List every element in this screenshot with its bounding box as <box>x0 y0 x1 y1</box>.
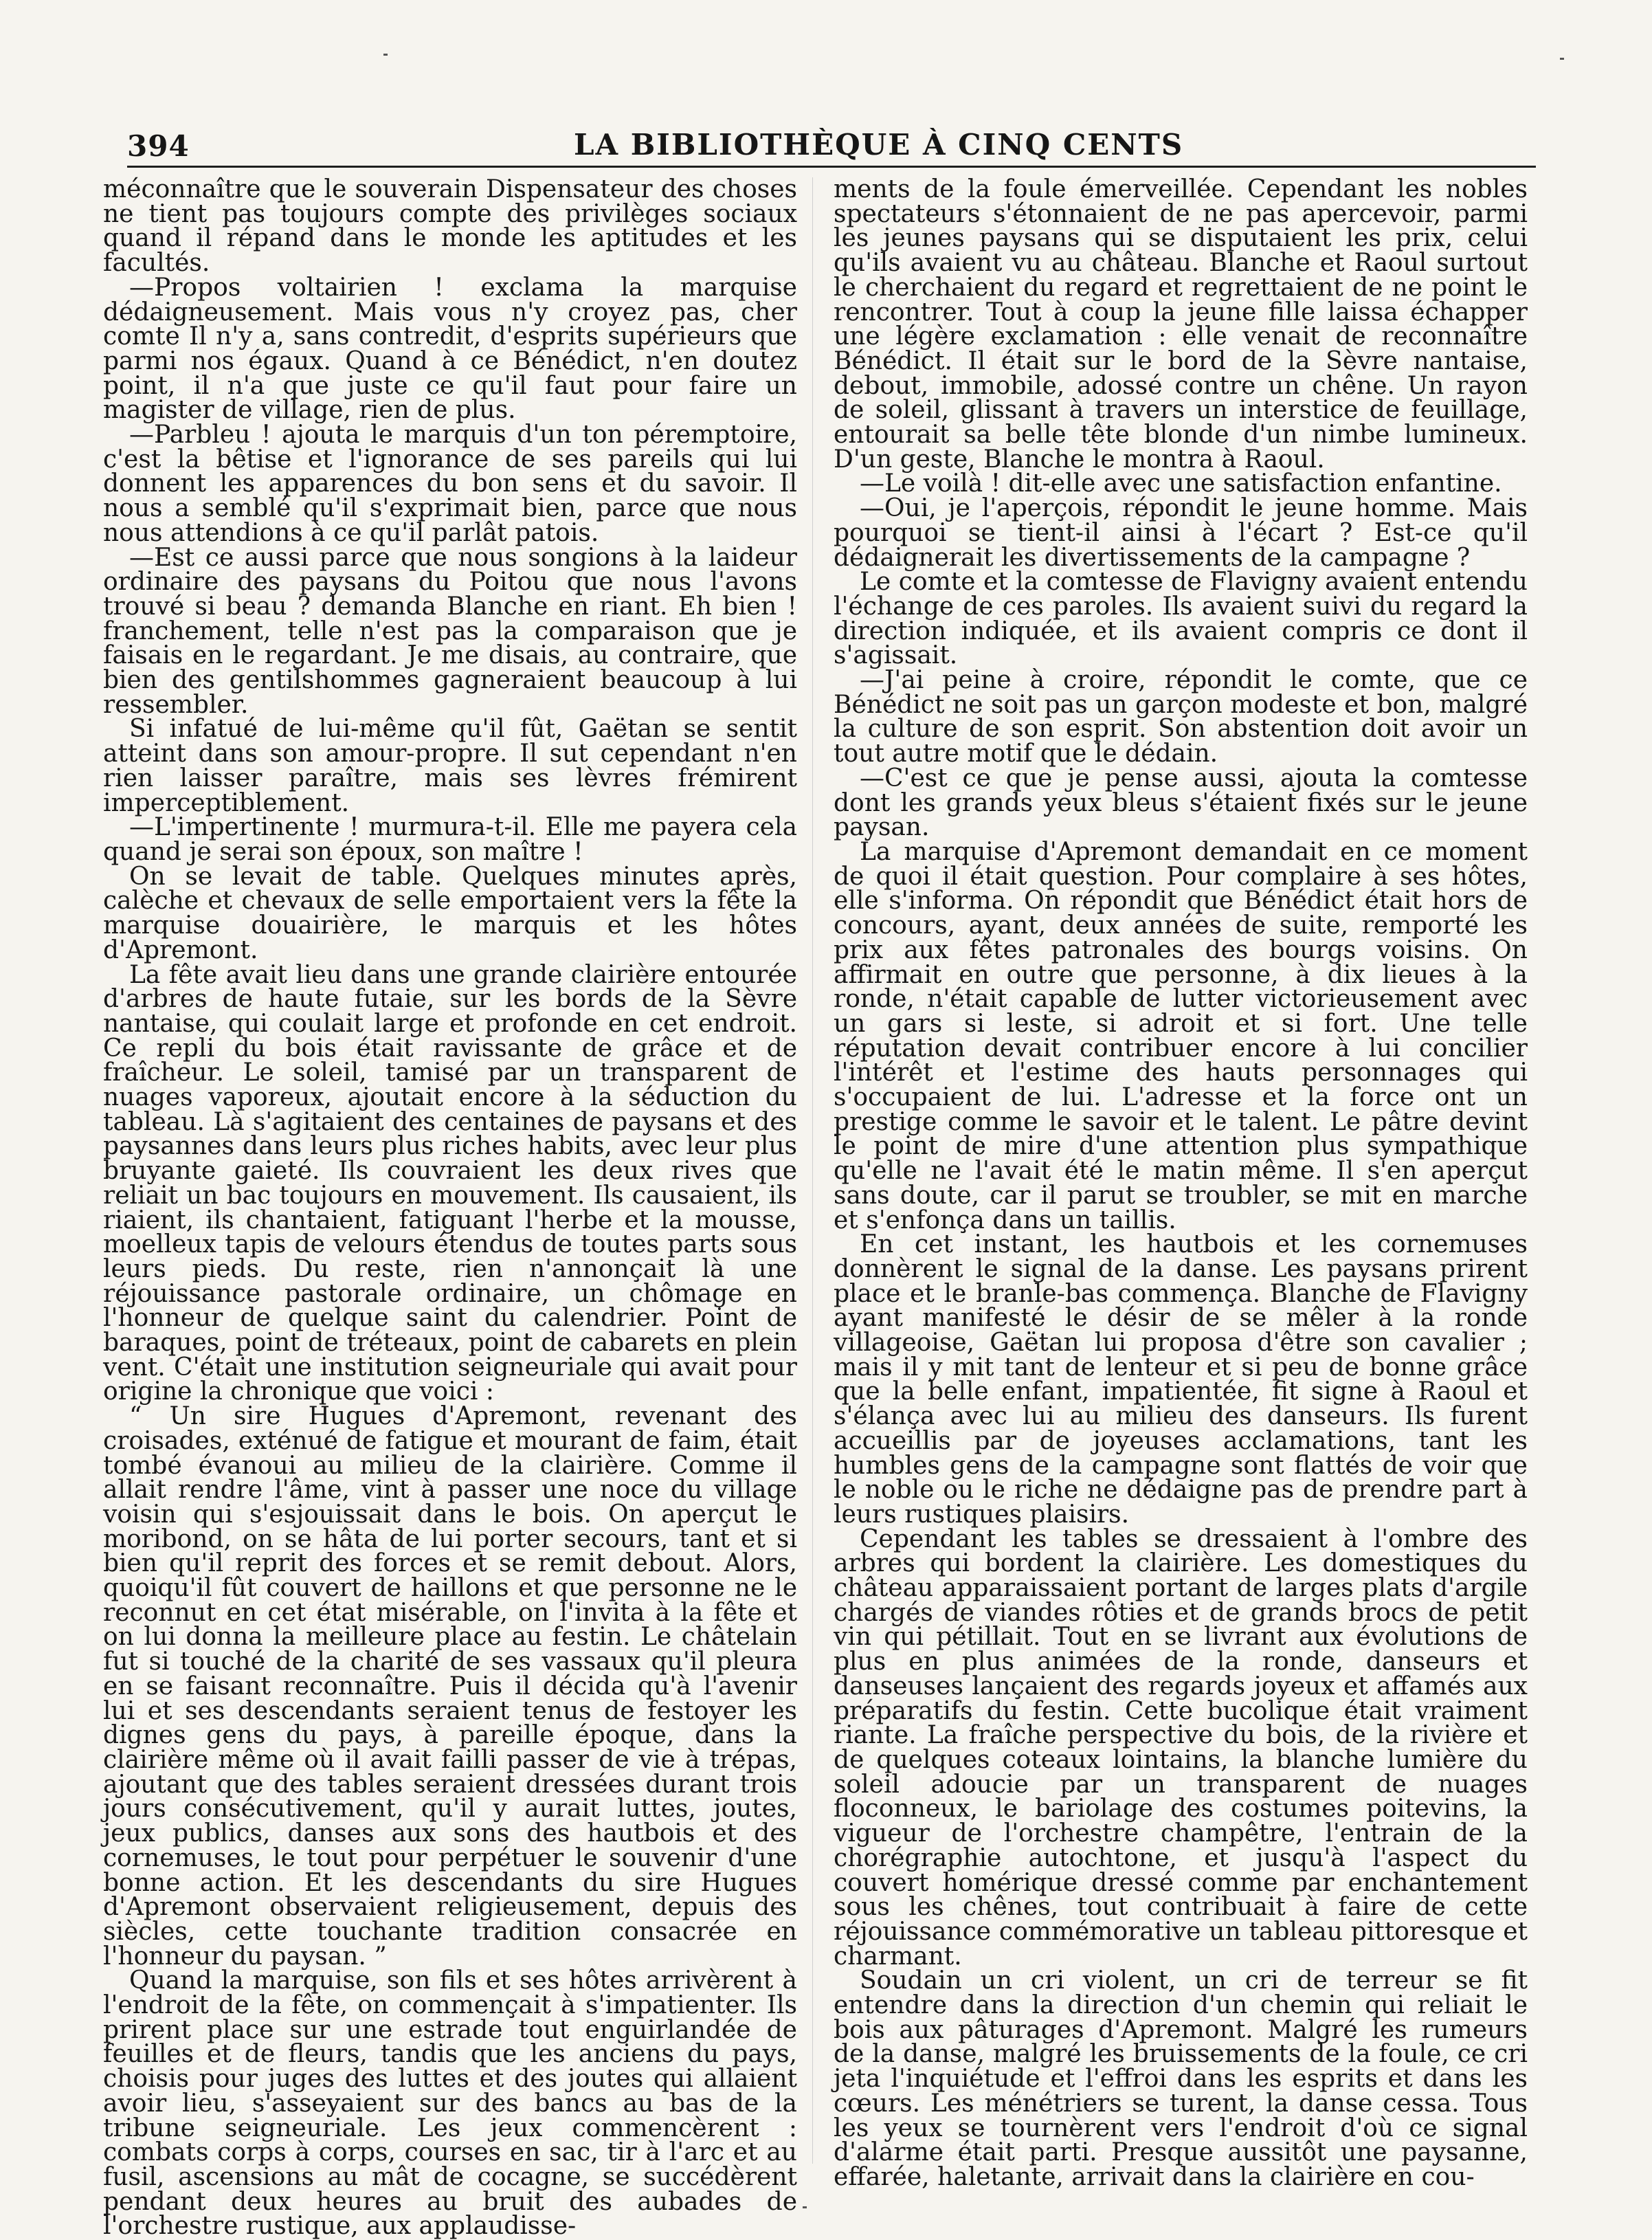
paragraph: ments de la foule émerveillée. Cependant les nobles spectateurs s'étonnaient de ne pas apercevoir, parmi les jeunes paysans qui se disputaient les prix, celui qu'ils avaient vu au château. Blanche et Raoul surtout le cherchaient du regard et regrettaient de ne point le rencontrer. Tout à coup la jeune fille laissa échapper une légère exclamation : elle venait de reconnaître Bénédict. Il était sur le bord de la Sèvre nantaise, debout, immobile, adossé contre un chêne. Un rayon de soleil, glissant à travers un interstice de feuillage, entourait sa belle tête blonde d'un nimbe lumineux. D'un geste, Blanche le montra à Raoul. <box>834 175 1528 474</box>
chronicle-quote: “ Un sire Hugues d'Apremont, revenant des croisades, exténué de fatigue et mourant de faim, était tombé évanoui au milieu de la clairière. Comme il allait rendre l'âme, vint à passer une noce du village voisin qui s'esjouissait dans le bois. On aperçut le moribond, on se hâta de lui porter secours, tant et si bien qu'il reprit des forces et se remit debout. Alors, quoiqu'il fût couvert de haillons et que personne ne le reconnut en cet état misérable, on l'invita à la fête et on lui donna la meilleure place au festin. Le châtelain fut si touché de la charité de ses vassaux qu'il pleura en se faisant reconnaître. Puis il décida qu'à l'avenir lui et ses descendants seraient tenus de festoyer les dignes gens du pays, à pareille époque, dans la clairière même où il avait failli passer de vie à trépas, ajoutant que des tables seraient dressées durant trois jours consécutivement, qu'il y aurait luttes, joutes, jeux publics, danses aux sons des hautbois et des cornemuses, le tout pour perpétuer le souvenir d'une bonne action. Et les descendants du sire Hugues d'Apremont observaient religieusement, depuis des siècles, cette touchante tradition consacrée en l'honneur du paysan. ” <box>103 1402 797 1971</box>
paragraph: méconnaître que le souverain Dispensateur des choses ne tient pas toujours compte des privilèges sociaux quand il répand dans le monde les aptitudes et les facultés. <box>103 175 797 278</box>
left-column <box>103 175 797 2240</box>
paragraph: —C'est ce que je pense aussi, ajouta la comtesse dont les grands yeux bleus s'étaient fixés sur le jeune paysan. <box>834 764 1528 842</box>
paragraph: —Oui, je l'aperçois, répondit le jeune homme. Mais pourquoi se tient-il ainsi à l'écart ? Est-ce qu'il dédaignerait les divertissements de la campagne ? <box>834 494 1528 572</box>
column-divider <box>812 177 813 2164</box>
header-rule <box>127 166 1536 168</box>
paragraph: On se levait de table. Quelques minutes après, calèche et chevaux de selle emportaient vers la fête la marquise douairière, le marquis et les hôtes d'Apremont. <box>103 862 797 964</box>
print-speck <box>383 54 388 56</box>
paragraph: Le comte et la comtesse de Flavigny avaient entendu l'échange de ces paroles. Ils avaient suivi du regard la direction indiquée, et ils avaient compris ce dont il s'agissait. <box>834 568 1528 670</box>
paragraph: —J'ai peine à croire, répondit le comte, que ce Bénédict ne soit pas un garçon modeste et bon, malgré la culture de son esprit. Son abstention doit avoir un tout autre motif que le dédain. <box>834 666 1528 768</box>
paragraph: Si infatué de lui-même qu'il fût, Gaëtan se sentit atteint dans son amour-propre. Il sut cependant n'en rien laisser paraître, mais ses lèvres frémirent imperceptiblement. <box>103 715 797 817</box>
page-number: 394 <box>127 129 190 163</box>
running-title: LA BIBLIOTHÈQUE À CINQ CENTS <box>574 128 1184 162</box>
paragraph: —Parbleu ! ajouta le marquis d'un ton péremptoire, c'est la bêtise et l'ignorance de ses pareils qui lui donnent les apparences du bon sens et du savoir. Il nous a semblé qu'il s'exprimait bien, parce que nous nous attendions à ce qu'il parlât patois. <box>103 421 797 547</box>
paragraph: —Propos voltairien ! exclama la marquise dédaigneusement. Mais vous n'y croyez pas, cher comte Il n'y a, sans contredit, d'esprits supérieurs que parmi nos égaux. Quand à ce Bénédict, n'en doutez point, il n'a que juste ce qu'il faut pour faire un magister de village, rien de plus. <box>103 273 797 425</box>
print-speck <box>803 2206 807 2208</box>
paragraph: Cependant les tables se dressaient à l'ombre des arbres qui bordent la clairière. Les domestiques du château apparaissaient portant de larges plats d'argile chargés de viandes rôties et de grands brocs de petit vin qui pétillait. Tout en se livrant aux évolutions de plus en plus animées de la ronde, danseurs et danseuses lançaient des regards joyeux et affamés aux préparatifs du festin. Cette bucolique était vraiment riante. La fraîche perspective du bois, de la rivière et de quelques coteaux lointains, la blanche lumière du soleil adoucie par un transparent de nuages floconneux, le bariolage des costumes poitevins, la vigueur de l'orchestre champêtre, l'entrain de la chorégraphie autochtone, et jusqu'à l'aspect du couvert homérique dressé comme par enchantement sous les chênes, tout contribuait à faire de cette réjouissance commémorative un tableau pittoresque et charmant. <box>834 1524 1528 1971</box>
paragraph: Soudain un cri violent, un cri de terreur se fit entendre dans la direction d'un chemin qui reliait le bois aux pâturages d'Apremont. Malgré les rumeurs de la danse, malgré les bruissements de la foule, ce cri jeta l'inquiétude et l'effroi dans les esprits et dans les cœurs. Les ménétriers se turent, la danse cessa. Tous les yeux se tournèrent vers l'endroit d'où ce signal d'alarme était parti. Presque aussitôt une paysanne, effarée, haletante, arrivait dans la clairière en cou- <box>834 1966 1528 2191</box>
paragraph: En cet instant, les hautbois et les cornemuses donnèrent le signal de la danse. Les paysans prirent place et le branle-bas commença. Blanche de Flavigny ayant manifesté le désir de se mêler à la ronde villageoise, Gaëtan lui proposa d'être son cavalier ; mais il y mit tant de lenteur et si peu de bonne grâce que la belle enfant, impatientée, fit signe à Raoul et s'élança avec lui au milieu des danseurs. Ils furent accueillis par de joyeuses acclamations, tant les humbles gens de la campagne sont flattés de voir que le noble ou le riche ne dédaigne pas de prendre part à leurs rustiques plaisirs. <box>834 1230 1528 1529</box>
paragraph: —Le voilà ! dit-elle avec une satisfaction enfantine. <box>860 469 1502 498</box>
print-speck <box>1560 58 1564 60</box>
paragraph: Quand la marquise, son fils et ses hôtes arrivèrent à l'endroit de la fête, on commençait à s'impatienter. Ils prirent place sur une estrade tout enguirlandée de feuilles et de fleurs, tandis que les anciens du pays, choisis pour juges des luttes et des joutes qui allaient avoir lieu, s'asseyaient sur des bancs au bas de la tribune seigneuriale. Les jeux commencèrent : combats corps à corps, courses en sac, tir à l'arc et au fusil, ascensions au mât de cocagne, se succédèrent pendant deux heures au bruit des aubades de l'orchestre rustique, aux applaudisse- <box>103 1966 797 2240</box>
paragraph: La fête avait lieu dans une grande clairière entourée d'arbres de haute futaie, sur les bords de la Sèvre nantaise, qui coulait large et profonde en cet endroit. Ce repli du bois était ravissante de grâce et de fraîcheur. Le soleil, tamisé par un transparent de nuages vaporeux, ajoutait encore à la séduction du tableau. Là s'agitaient des centaines de paysans et des paysannes dans leurs plus riches habits, avec leur plus bruyante gaieté. Ils couvraient les deux rives que reliait un bac toujours en mouvement. Ils causaient, ils riaient, ils chantaient, fatiguant l'herbe et la mousse, moelleux tapis de velours étendus de toutes parts sous leurs pieds. Du reste, rien n'annonçait là une réjouissance pastorale ordinaire, un chômage en l'honneur de quelque saint du calendrier. Point de baraques, point de tréteaux, point de cabarets en plein vent. C'était une institution seigneuriale qui avait pour origine la chronique que voici : <box>103 960 797 1406</box>
paragraph: —L'impertinente ! murmura-t-il. Elle me payera cela quand je serai son époux, son maître ! <box>103 813 797 866</box>
right-column <box>834 175 1528 2191</box>
paragraph: —Est ce aussi parce que nous songions à la laideur ordinaire des paysans du Poitou que nous l'avons trouvé si beau ? demanda Blanche en riant. Eh bien ! franchement, telle n'est pas la comparaison que je faisais en le regardant. Je me disais, au contraire, que bien des gentilshommes gagneraient beaucoup à lui ressembler. <box>103 543 797 719</box>
paragraph: La marquise d'Apremont demandait en ce moment de quoi il était question. Pour complaire à ses hôtes, elle s'informa. On répondit que Bénédict était hors de concours, ayant, deux années de suite, remporté les prix aux fêtes patronales des bourgs voisins. On affirmait en outre que personne, à dix lieues à la ronde, n'était capable de lutter victorieusement avec un gars si leste, si adroit et si fort. Une telle réputation devait contribuer encore à lui concilier l'intérêt et l'estime des hauts personnages qui s'occupaient de lui. L'adresse et la force ont un prestige comme le savoir et le talent. Le pâtre devint le point de mire d'une attention plus sympathique qu'elle ne l'avait été le matin même. Il s'en aperçut sans doute, car il parut se troubler, se mit en marche et s'enfonça dans un taillis. <box>834 837 1528 1234</box>
page-header <box>127 121 1536 162</box>
